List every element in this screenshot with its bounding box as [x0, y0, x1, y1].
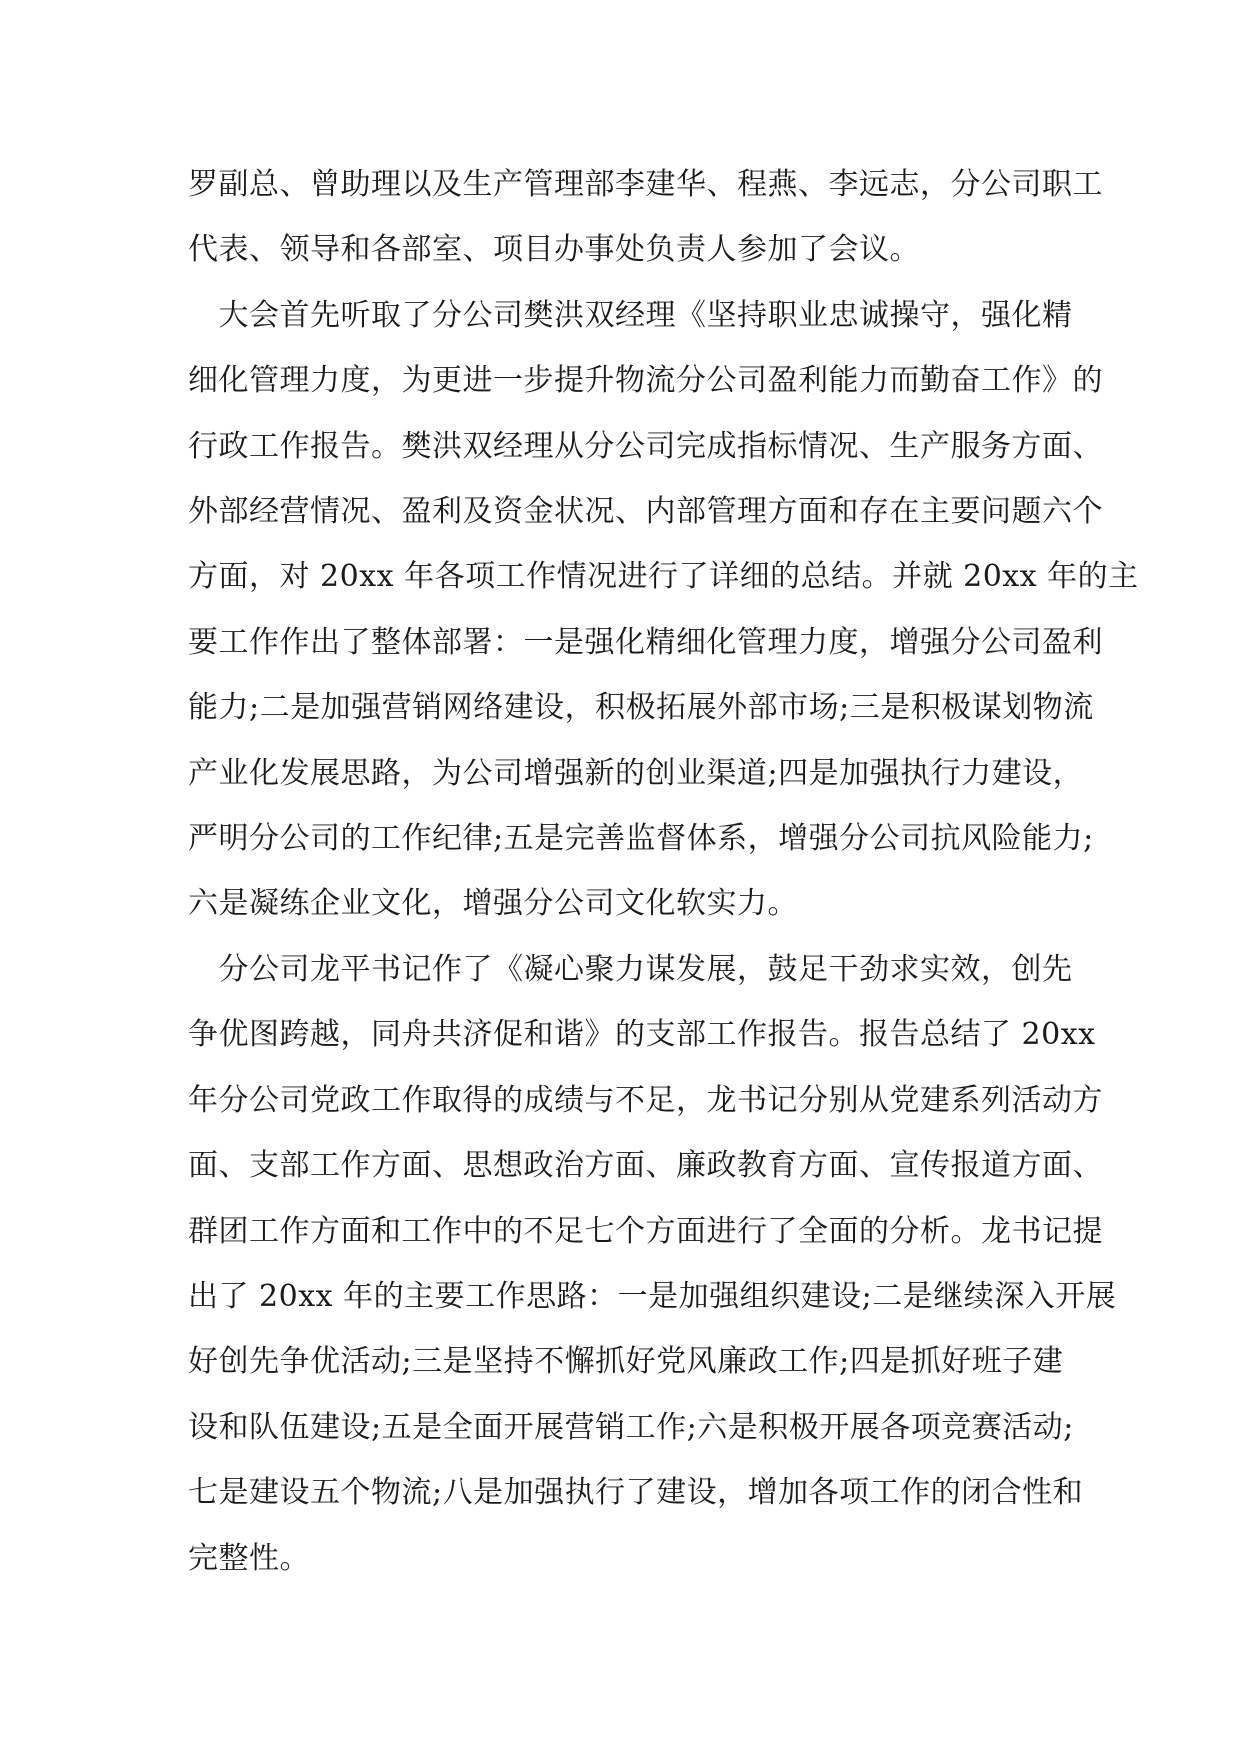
text-line: 要工作作出了整体部署：一是强化精细化管理力度，增强分公司盈利 — [188, 624, 1103, 660]
text-line: 好创先争优活动;三是坚持不懈抓好党风廉政工作;四是抓好班子建 — [188, 1344, 1064, 1380]
text-line: 面、支部工作方面、思想政治方面、廉政教育方面、宣传报道方面、 — [188, 1148, 1103, 1184]
text-line: 年分公司党政工作取得的成绩与不足，龙书记分别从党建系列活动方 — [188, 1082, 1103, 1118]
text-line: 群团工作方面和工作中的不足七个方面进行了全面的分析。龙书记提 — [188, 1213, 1103, 1249]
text-line: 出了 20xx 年的主要工作思路：一是加强组织建设;二是继续深入开展 — [188, 1278, 1117, 1314]
text-line: 设和队伍建设;五是全面开展营销工作;六是积极开展各项竞赛活动; — [188, 1409, 1074, 1445]
text-line: 产业化发展思路，为公司增强新的创业渠道;四是加强执行力建设， — [188, 755, 1084, 791]
text-line: 细化管理力度，为更进一步提升物流分公司盈利能力而勤奋工作》的 — [188, 363, 1103, 399]
text-line: 完整性。 — [188, 1540, 310, 1576]
text-line: 七是建设五个物流;八是加强执行了建设，增加各项工作的闭合性和 — [188, 1475, 1084, 1511]
text-line: 罗副总、曾助理以及生产管理部李建华、程燕、李远志，分公司职工 — [188, 167, 1103, 202]
text-line: 代表、领导和各部室、项目办事处负责人参加了会议。 — [188, 232, 920, 268]
text-line: 分公司龙平书记作了《凝心聚力谋发展，鼓足干劲求实效，创先 — [188, 951, 1073, 987]
text-line: 行政工作报告。樊洪双经理从分公司完成指标情况、生产服务方面、 — [188, 428, 1103, 464]
text-line: 争优图跨越，同舟共济促和谐》的支部工作报告。报告总结了 20xx — [188, 1017, 1096, 1053]
text-line: 能力;二是加强营销网络建设，积极拓展外部市场;三是积极谋划物流 — [188, 690, 1094, 726]
text-line: 严明分公司的工作纪律;五是完善监督体系，增强分公司抗风险能力; — [188, 821, 1094, 857]
body-text — [188, 152, 1139, 1591]
text-line: 六是凝练企业文化，增强分公司文化软实力。 — [188, 886, 798, 922]
text-line: 外部经营情况、盈利及资金状况、内部管理方面和存在主要问题六个 — [188, 494, 1103, 530]
text-line: 方面，对 20xx 年各项工作情况进行了详细的总结。并就 20xx 年的主 — [188, 559, 1139, 595]
text-line: 大会首先听取了分公司樊洪双经理《坚持职业忠诚操守，强化精 — [188, 297, 1073, 333]
